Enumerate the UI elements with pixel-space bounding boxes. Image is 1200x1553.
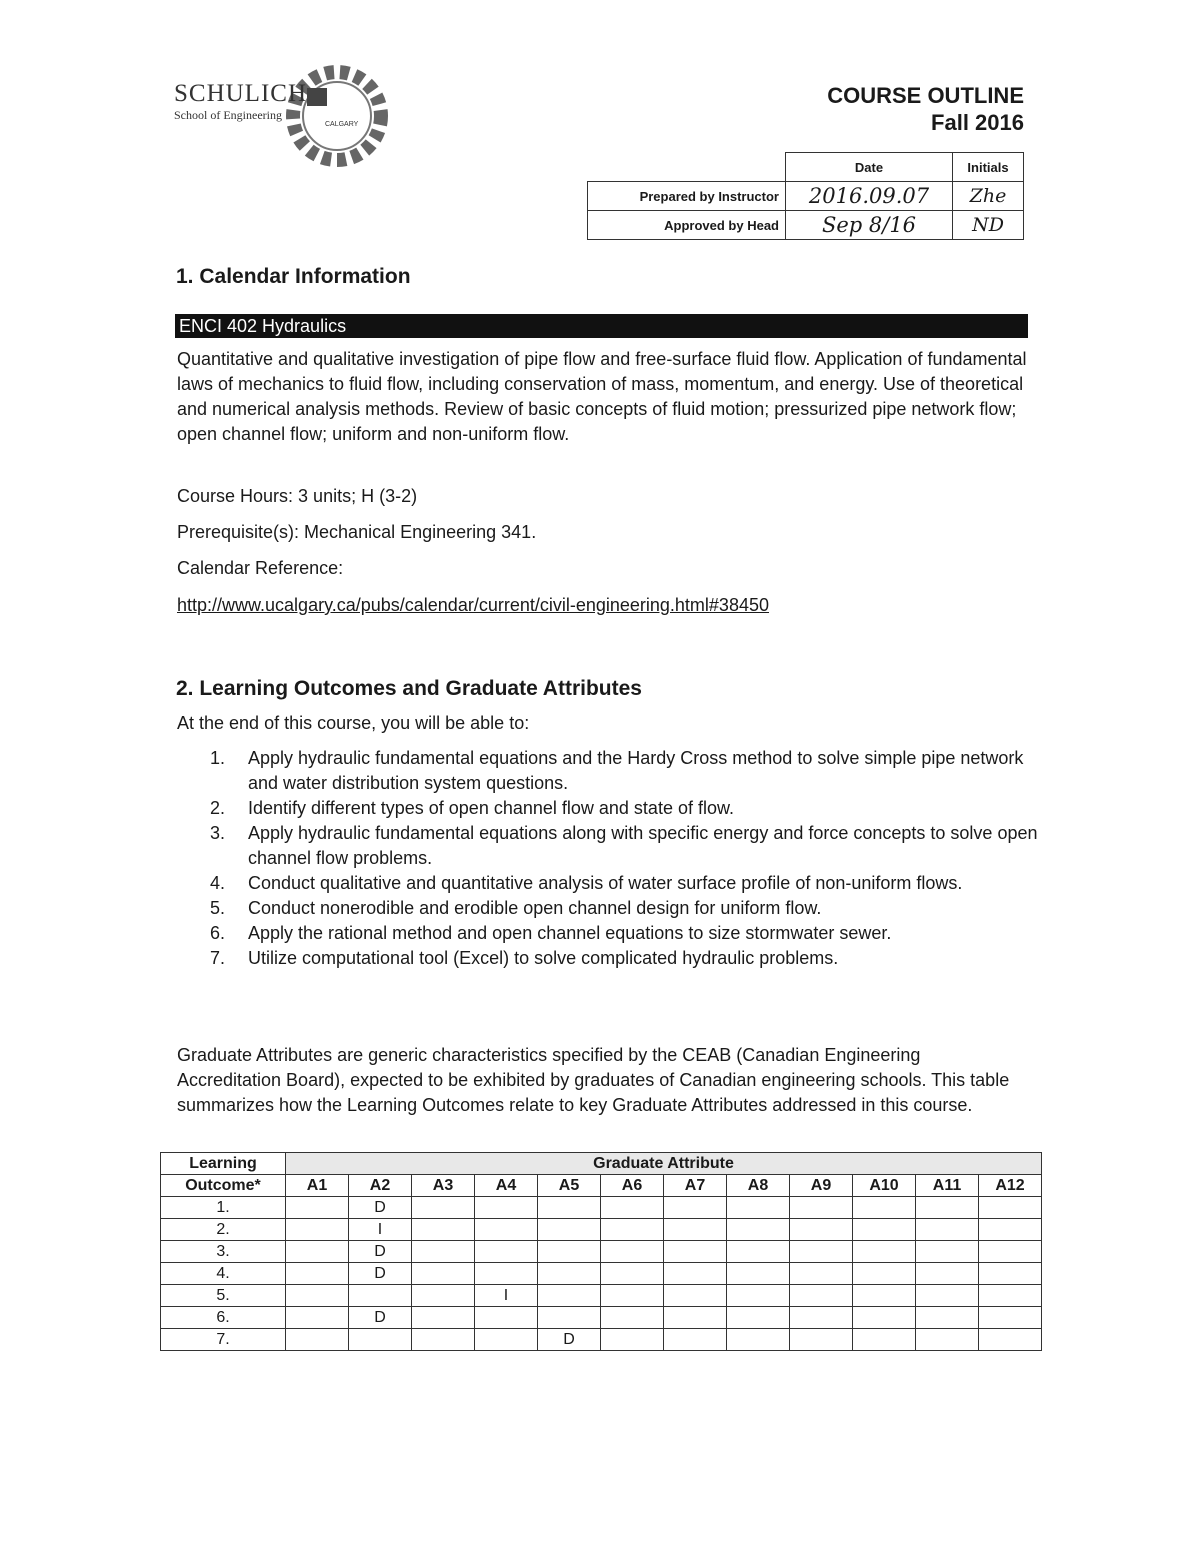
attribute-cell	[916, 1241, 979, 1263]
attribute-cell	[727, 1197, 790, 1219]
attribute-cell	[727, 1285, 790, 1307]
attribute-cell	[286, 1329, 349, 1351]
course-description: Quantitative and qualitative investigation of pipe flow and free-surface fluid flow. Application of fundamental laws of mechanics to fluid flow, including conservation of mass, momentum, and energy. Use of theoretical and numerical analysis methods. Review of basic concepts of fluid motion; pressurized pipe network flow; open channel flow; uniform and non-uniform flow.	[177, 349, 1027, 444]
attribute-cell	[601, 1285, 664, 1307]
attribute-cell	[727, 1219, 790, 1241]
attribute-cell	[538, 1241, 601, 1263]
calendar-reference-label: Calendar Reference:	[177, 558, 344, 578]
attribute-cell	[853, 1307, 916, 1329]
prerequisites: Prerequisite(s): Mechanical Engineering 341.	[177, 522, 537, 542]
attribute-column-header: A3	[412, 1175, 475, 1197]
lo-header: Outcome*	[161, 1175, 286, 1197]
attribute-cell	[790, 1241, 853, 1263]
attribute-cell	[790, 1263, 853, 1285]
logo-wordmark: SCHULICH	[174, 80, 308, 107]
attribute-cell	[538, 1197, 601, 1219]
attribute-cell	[979, 1241, 1042, 1263]
attribute-column-header: A7	[664, 1175, 727, 1197]
ga-header: Graduate Attribute	[286, 1153, 1042, 1175]
attribute-cell	[601, 1219, 664, 1241]
list-item: 1. Apply hydraulic fundamental equations and the Hardy Cross method to solve simple pipe network and water distribution system questions.	[210, 748, 1024, 793]
attribute-cell	[349, 1329, 412, 1351]
attribute-cell	[601, 1307, 664, 1329]
course-title-bar: ENCI 402 Hydraulics	[175, 314, 1028, 338]
attribute-cell: D	[349, 1307, 412, 1329]
outcome-number: 3.	[161, 1241, 286, 1263]
attribute-cell: D	[349, 1241, 412, 1263]
table-row	[161, 1219, 1042, 1241]
attribute-cell	[853, 1263, 916, 1285]
list-item: 6. Apply the rational method and open channel equations to size stormwater sewer.	[210, 923, 892, 943]
attribute-cell	[475, 1263, 538, 1285]
table-row	[161, 1329, 1042, 1351]
attribute-cell	[475, 1241, 538, 1263]
list-item: 4. Conduct qualitative and quantitative analysis of water surface profile of non-uniform flows.	[210, 873, 963, 893]
attribute-cell	[475, 1329, 538, 1351]
attribute-cell	[412, 1263, 475, 1285]
attribute-cell	[916, 1307, 979, 1329]
outcome-number: 5.	[161, 1285, 286, 1307]
attribute-cell	[979, 1263, 1042, 1285]
attribute-column-header: A1	[286, 1175, 349, 1197]
section-calendar-title: 1. Calendar Information	[176, 265, 411, 288]
attribute-cell: I	[349, 1219, 412, 1241]
attribute-cell	[853, 1285, 916, 1307]
attribute-cell	[412, 1219, 475, 1241]
table-row	[161, 1197, 1042, 1219]
approval-table	[587, 152, 1024, 240]
attribute-cell	[979, 1197, 1042, 1219]
attribute-cell	[916, 1329, 979, 1351]
section-outcomes-title: 2. Learning Outcomes and Graduate Attributes	[176, 677, 642, 700]
attribute-cell	[286, 1263, 349, 1285]
attribute-cell	[727, 1307, 790, 1329]
attribute-cell	[412, 1329, 475, 1351]
outcome-number: 6.	[161, 1307, 286, 1329]
attribute-cell	[412, 1307, 475, 1329]
attribute-cell	[664, 1219, 727, 1241]
date-header: Date	[786, 153, 953, 182]
attribute-cell	[286, 1241, 349, 1263]
approval-label: Approved by Head	[588, 211, 786, 240]
table-row	[161, 1263, 1042, 1285]
attribute-column-header: A2	[349, 1175, 412, 1197]
attribute-cell	[853, 1197, 916, 1219]
attribute-cell	[475, 1197, 538, 1219]
table-row	[161, 1241, 1042, 1263]
attribute-cell	[664, 1263, 727, 1285]
attribute-cell	[727, 1263, 790, 1285]
attribute-cell	[538, 1263, 601, 1285]
graduate-attributes-text: Graduate Attributes are generic characteristics specified by the CEAB (Canadian Engineering Accreditation Board), expected to be exhibited by graduates of Canadian engineering schools. This table summarizes how the Learning Outcomes relate to key Graduate Attributes addressed in this course.	[177, 1045, 1010, 1115]
logo-subtitle: School of Engineering	[174, 108, 282, 122]
attribute-cell	[853, 1241, 916, 1263]
outline-header	[827, 82, 1024, 136]
table-row	[161, 1307, 1042, 1329]
attribute-cell	[916, 1219, 979, 1241]
attribute-cell	[601, 1263, 664, 1285]
list-item: 7. Utilize computational tool (Excel) to solve complicated hydraulic problems.	[210, 948, 839, 968]
attribute-cell	[286, 1307, 349, 1329]
attribute-cell	[916, 1285, 979, 1307]
graduate-attribute-table	[160, 1152, 1042, 1351]
outcome-number: 2.	[161, 1219, 286, 1241]
attribute-cell	[853, 1329, 916, 1351]
list-item: 3. Apply hydraulic fundamental equations along with specific energy and force concepts to solve open channel flow problems.	[210, 823, 1038, 868]
attribute-cell	[664, 1307, 727, 1329]
attribute-cell	[853, 1219, 916, 1241]
attribute-cell	[916, 1263, 979, 1285]
attribute-cell	[601, 1197, 664, 1219]
approval-label: Prepared by Instructor	[588, 182, 786, 211]
approval-date: 2016.09.07	[786, 182, 953, 211]
attribute-cell: D	[349, 1263, 412, 1285]
learning-outcomes-list	[210, 746, 1040, 971]
attribute-cell	[412, 1197, 475, 1219]
attribute-cell	[475, 1307, 538, 1329]
outcomes-intro: At the end of this course, you will be able to:	[177, 713, 530, 733]
attribute-cell	[286, 1197, 349, 1219]
attribute-cell	[286, 1285, 349, 1307]
attribute-cell	[790, 1197, 853, 1219]
approval-initials: Zhe	[953, 182, 1024, 211]
attribute-column-header: A8	[727, 1175, 790, 1197]
attribute-cell	[979, 1307, 1042, 1329]
svg-text:CALGARY: CALGARY	[325, 121, 359, 128]
attribute-cell	[790, 1285, 853, 1307]
attribute-cell	[979, 1285, 1042, 1307]
attribute-column-header: A4	[475, 1175, 538, 1197]
outcome-number: 7.	[161, 1329, 286, 1351]
attribute-cell	[979, 1219, 1042, 1241]
attribute-cell	[538, 1219, 601, 1241]
attribute-cell	[727, 1241, 790, 1263]
lo-header: Learning	[161, 1153, 286, 1175]
approval-date: Sep 8/16	[786, 211, 953, 240]
attribute-cell	[412, 1285, 475, 1307]
attribute-cell	[475, 1219, 538, 1241]
attribute-cell	[601, 1241, 664, 1263]
attribute-column-header: A5	[538, 1175, 601, 1197]
attribute-column-header: A11	[916, 1175, 979, 1197]
attribute-cell	[601, 1329, 664, 1351]
school-logo	[172, 58, 397, 176]
course-hours: Course Hours: 3 units; H (3-2)	[177, 486, 418, 506]
attribute-column-header: A12	[979, 1175, 1042, 1197]
attribute-cell	[790, 1307, 853, 1329]
attribute-column-header: A9	[790, 1175, 853, 1197]
attribute-column-header: A6	[601, 1175, 664, 1197]
list-item: 2. Identify different types of open channel flow and state of flow.	[210, 798, 734, 818]
outcome-number: 4.	[161, 1263, 286, 1285]
attribute-cell: I	[475, 1285, 538, 1307]
attribute-cell: D	[349, 1197, 412, 1219]
table-row	[161, 1285, 1042, 1307]
attribute-cell	[412, 1241, 475, 1263]
list-item: 5. Conduct nonerodible and erodible open channel design for uniform flow.	[210, 898, 822, 918]
attribute-cell	[727, 1329, 790, 1351]
approval-row	[588, 211, 1024, 240]
calendar-reference-link[interactable]: http://www.ucalgary.ca/pubs/calendar/current/civil-engineering.html#38450	[177, 595, 769, 615]
initials-header: Initials	[953, 153, 1024, 182]
approval-row	[588, 182, 1024, 211]
university-gear-logo-icon	[267, 58, 397, 176]
attribute-cell	[790, 1329, 853, 1351]
attribute-cell	[538, 1285, 601, 1307]
attribute-column-header: A10	[853, 1175, 916, 1197]
attribute-cell	[538, 1307, 601, 1329]
outcome-number: 1.	[161, 1197, 286, 1219]
attribute-cell	[790, 1219, 853, 1241]
attribute-cell	[349, 1285, 412, 1307]
outline-title: COURSE OUTLINE	[827, 83, 1024, 108]
outline-term: Fall 2016	[931, 110, 1024, 135]
attribute-cell	[286, 1219, 349, 1241]
attribute-cell	[664, 1241, 727, 1263]
attribute-cell	[916, 1197, 979, 1219]
attribute-cell	[664, 1329, 727, 1351]
attribute-cell	[664, 1197, 727, 1219]
attribute-cell	[979, 1329, 1042, 1351]
attribute-cell	[664, 1285, 727, 1307]
approval-initials: ND	[953, 211, 1024, 240]
attribute-cell: D	[538, 1329, 601, 1351]
